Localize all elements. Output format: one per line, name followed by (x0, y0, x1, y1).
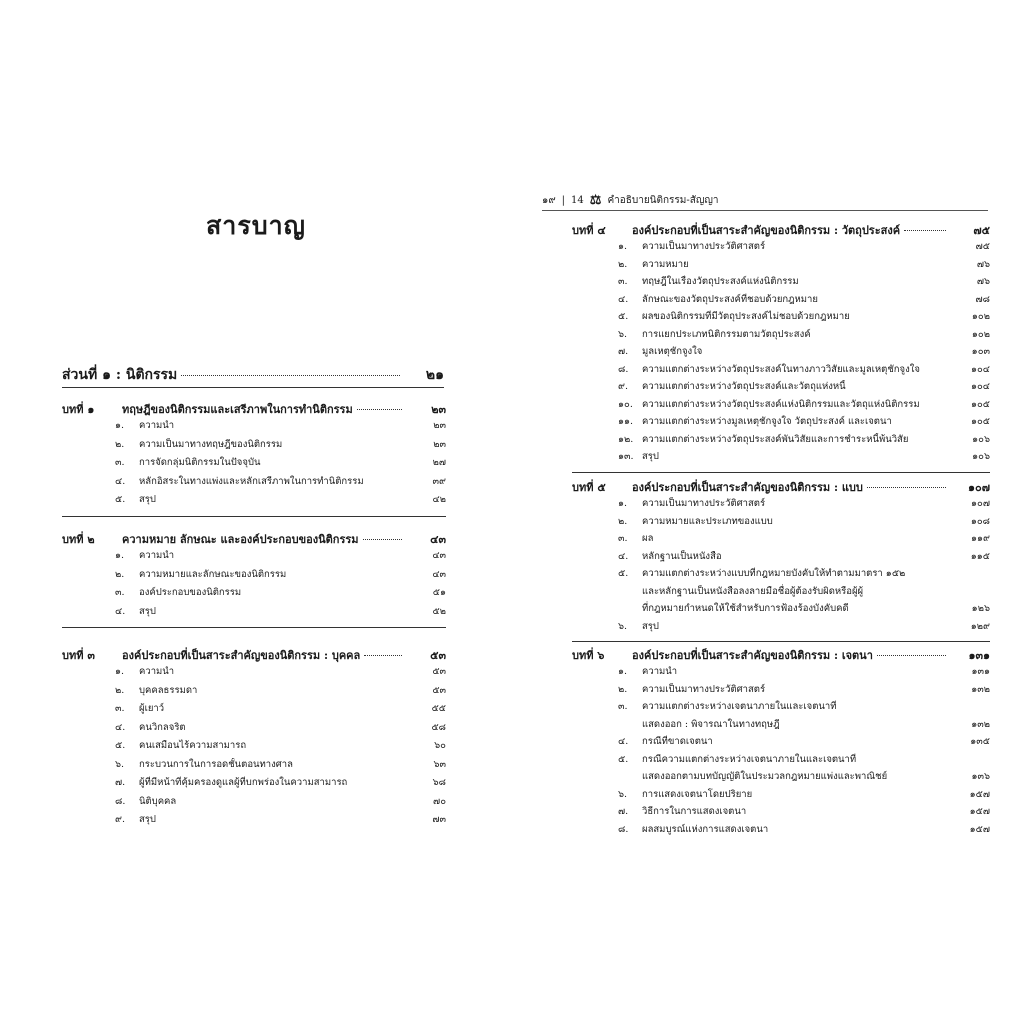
toc-entry (115, 605, 446, 619)
toc-entry (618, 788, 990, 802)
entry-text: ผลของนิติกรรมที่มีวัตถุประสงค์ไม่ชอบด้วยกฎหมาย (642, 311, 850, 322)
entry-number: ๗. (618, 806, 629, 817)
entry-page: ๒๓ (433, 420, 446, 431)
entry-text: การจัดกลุ่มนิติกรรมในปัจจุบัน (139, 457, 261, 468)
entry-text: หลักอิสระในทางแพ่งและหลักเสรีภาพในการทำนิติกรรม (139, 475, 364, 487)
entry-page: ๒๗ (432, 457, 446, 468)
entry-text: ลักษณะของวัตถุประสงค์ที่ชอบด้วยกฎหมาย (642, 293, 818, 305)
entry-page: ๑๐๖ (972, 433, 990, 445)
chapter-heading (572, 646, 990, 664)
toc-entry (618, 380, 990, 394)
toc-entry (115, 475, 446, 489)
toc-entry (618, 515, 990, 529)
entry-number: ๔. (115, 721, 126, 733)
toc-entry (618, 293, 990, 307)
entry-page: ๑๕๗ (969, 806, 990, 817)
entry-number: ๖. (618, 788, 628, 800)
chapter-page: ๔๓ (430, 533, 446, 546)
entry-text: สรุป (139, 814, 156, 825)
toc-entry (618, 240, 990, 254)
entry-number: ๓. (115, 587, 125, 598)
toc-entry (618, 567, 990, 581)
chapter-heading (62, 530, 446, 548)
toc-entry (618, 415, 990, 429)
entry-page: ๑๑๙ (970, 533, 990, 544)
leader-dots (364, 655, 402, 656)
chapter-title: องค์ประกอบที่เป็นสาระสำคัญของนิติกรรม : เจตนา (632, 649, 873, 662)
entry-number: ๓. (115, 703, 125, 714)
chapter-title: องค์ประกอบที่เป็นสาระสำคัญของนิติกรรม : แบบ (632, 481, 863, 494)
entry-text: การแสดงเจตนาโดยปริยาย (642, 788, 753, 800)
toc-entry (618, 275, 990, 289)
entry-text: วิธีการในการแสดงเจตนา (642, 806, 747, 817)
entry-page: ๔๒ (432, 494, 446, 505)
entry-number: ๕. (618, 311, 629, 322)
toc-entry (618, 450, 990, 464)
entry-text: คนเสมือนไร้ความสามารถ (139, 740, 247, 751)
leader-dots (877, 655, 946, 656)
entry-text: ผู้ที่มีหน้าที่คุ้มครองดูแลผู้ที่บกพร่องในความสามารถ (139, 777, 348, 788)
entry-number: ๕. (115, 494, 126, 505)
leader-dots (363, 539, 402, 540)
toc-entry (618, 620, 990, 634)
entry-text: ความแตกต่างระหว่างวัตถุประสงค์ในทางภาววิสัยและมูลเหตุชักจูงใจ (642, 363, 920, 375)
toc-entry (115, 493, 446, 507)
entry-page: ๑๓๖ (971, 771, 990, 782)
entry-text: ความเป็นมาทางประวัติศาสตร์ (642, 683, 766, 695)
entry-page: ๑๓๒ (971, 683, 990, 695)
chapter-number: บทที่ ๕ (572, 481, 606, 494)
section-heading (62, 364, 444, 386)
entry-page: ๑๐๕ (970, 398, 990, 410)
toc-entry (115, 665, 446, 679)
entry-number: ๘. (618, 363, 629, 375)
entry-page: ๗๐ (433, 795, 446, 807)
section-page: ๒๑ (425, 367, 444, 383)
entry-number: ๑๒. (618, 433, 634, 445)
entry-page: ๓๙ (432, 475, 446, 487)
entry-page: ๕๒ (432, 605, 446, 617)
entry-text-continued: แสดงออก : พิจารณาในทางทฤษฎี (642, 718, 780, 730)
toc-entry (115, 684, 446, 698)
chapter-number: บทที่ ๒ (62, 533, 95, 546)
entry-text-continued: แสดงออกตามบทบัญญัติในประมวลกฎหมายแพ่งและพาณิชย์ (642, 771, 888, 782)
entry-text: ความแตกต่างระหว่างมูลเหตุชักจูงใจ วัตถุประสงค์ และเจตนา (642, 416, 892, 427)
chapter-heading (572, 478, 990, 496)
entry-number: ๑๓. (618, 451, 634, 462)
toc-entry (115, 721, 446, 735)
entry-number: ๓. (115, 457, 125, 468)
right-page (512, 0, 1024, 1024)
toc-entry (618, 823, 990, 837)
leader-dots (357, 409, 402, 410)
toc-entry (618, 735, 990, 749)
chapter-page: ๕๓ (430, 649, 446, 662)
toc-entry (618, 700, 990, 714)
entry-text: บุคคลธรรมดา (139, 684, 198, 696)
chapter-heading (62, 400, 446, 418)
chapter-number: บทที่ ๑ (62, 403, 95, 416)
toc-entry (115, 438, 446, 452)
toc-entry (618, 398, 990, 412)
entry-text: ความเป็นมาทางทฤษฎีของนิติกรรม (139, 438, 283, 450)
toc-entry (115, 795, 446, 809)
entry-text: กรณีความแตกต่างระหว่างเจตนาภายในและเจตนาที่ (642, 753, 857, 765)
entry-number: ๒. (618, 258, 628, 270)
entry-text-continued: และหลักฐานเป็นหนังสือลงลายมือชื่อผู้ต้องรับผิดหรือผู้ผู้ (642, 585, 864, 597)
chapter-heading (572, 221, 990, 239)
toc-entry (618, 433, 990, 447)
entry-page: ๑๐๒ (971, 311, 990, 322)
entry-number: ๑. (115, 420, 125, 431)
entry-number: ๗. (618, 346, 629, 357)
entry-text: มูลเหตุชักจูงใจ (642, 346, 703, 357)
entry-page: ๔๓ (432, 568, 446, 580)
folio-number: ๑๙ (542, 195, 556, 206)
entry-number: ๒. (618, 515, 628, 527)
toc-entry (618, 497, 990, 511)
entry-number: ๙. (618, 381, 628, 392)
entry-number: ๓. (618, 276, 628, 287)
entry-number: ๙. (115, 814, 125, 825)
chapter-page: ๒๓ (431, 403, 446, 416)
entry-text: ความนำ (642, 666, 678, 677)
entry-number: ๘. (115, 795, 126, 807)
entry-number: ๔. (618, 550, 629, 562)
chapter-title: องค์ประกอบที่เป็นสาระสำคัญของนิติกรรม : วัตถุประสงค์ (632, 224, 901, 237)
entry-page: ๗๘ (975, 293, 990, 305)
entry-page: ๑๓๒ (971, 718, 990, 730)
entry-text: กรณีที่ขาดเจตนา (642, 736, 713, 747)
toc-entry (618, 258, 990, 272)
toc-entry (115, 456, 446, 470)
toc-entry (115, 568, 446, 582)
chapter-page: ๗๕ (973, 224, 990, 237)
entry-number: ๑. (618, 498, 628, 509)
entry-page: ๕๕ (431, 703, 446, 714)
leader-dots (181, 375, 400, 376)
entry-page: ๑๓๑ (971, 666, 990, 677)
header-separator: | (561, 195, 566, 206)
entry-text: ความแตกต่างระหว่างวัตถุประสงค์แห่งนิติกรรมและวัตถุแห่งนิติกรรม (642, 398, 920, 410)
entry-page: ๑๐๘ (970, 515, 990, 527)
entry-number: ๔. (115, 475, 126, 487)
entry-number: ๖. (618, 328, 628, 340)
entry-number: ๓. (618, 701, 628, 712)
entry-page: ๕๓ (432, 666, 446, 677)
entry-number: ๖. (618, 620, 628, 632)
entry-text: ความแตกต่างระหว่างแบบที่กฎหมายบังคับให้ทำตามมาตรา ๑๕๒ (642, 568, 906, 579)
entry-page: ๑๕๗ (969, 823, 990, 835)
chapter-number: บทที่ ๔ (572, 224, 606, 237)
chapter-title: องค์ประกอบที่เป็นสาระสำคัญของนิติกรรม : บุคคล (122, 649, 361, 662)
entry-text: การแยกประเภทนิติกรรมตามวัตถุประสงค์ (642, 328, 811, 340)
entry-number: ๒. (115, 438, 125, 450)
entry-number: ๔. (115, 605, 126, 617)
section-label: ส่วนที่ ๑ : นิติกรรม (62, 367, 178, 383)
running-header (542, 193, 988, 211)
scales-of-justice-icon: ⚖ (589, 193, 602, 208)
entry-text: ความนำ (139, 666, 175, 677)
toc-entry (115, 586, 446, 600)
chapter-number: บทที่ ๖ (572, 649, 605, 662)
entry-text: ความหมายและประเภทของแบบ (642, 515, 773, 527)
entry-page: ๑๐๖ (972, 451, 990, 462)
entry-number: ๑. (115, 550, 125, 561)
entry-text: ผลสมบูรณ์แห่งการแสดงเจตนา (642, 823, 769, 835)
entry-text: คนวิกลจริต (139, 721, 186, 733)
entry-page: ๑๕๗ (969, 788, 990, 800)
toc-entry (115, 813, 446, 827)
entry-text: ความหมาย (642, 258, 689, 270)
entry-page: ๑๐๗ (971, 498, 990, 509)
toc-entry (115, 739, 446, 753)
entry-number: ๔. (618, 293, 629, 305)
entry-number: ๑๐. (618, 398, 633, 410)
toc-entry (115, 549, 446, 563)
toc-entry (618, 753, 990, 767)
entry-text: หลักฐานเป็นหนังสือ (642, 550, 722, 562)
entry-text: สรุป (642, 620, 659, 632)
entry-page: ๗๕ (975, 241, 990, 252)
entry-number: ๔. (618, 736, 629, 747)
toc-entry (618, 550, 990, 564)
entry-text: ความนำ (139, 420, 175, 431)
entry-text: กระบวนการในการอดชั้นตอนทางศาล (139, 758, 293, 770)
entry-page: ๔๓ (432, 550, 446, 561)
chapter-title: ทฤษฎีของนิติกรรมและเสรีภาพในการทำนิติกรรม (122, 403, 353, 416)
book-title: คำอธิบายนิติกรรม-สัญญา (607, 195, 719, 206)
chapter-title: ความหมาย ลักษณะ และองค์ประกอบของนิติกรรม (122, 533, 359, 546)
entry-text: ความเป็นมาทางประวัติศาสตร์ (642, 241, 766, 252)
entry-number: ๒. (618, 683, 628, 695)
leader-dots (904, 230, 946, 231)
entry-page: ๑๐๕ (970, 416, 990, 427)
entry-number: ๓. (618, 533, 628, 544)
entry-text: องค์ประกอบของนิติกรรม (139, 587, 242, 598)
chapter-heading (62, 646, 446, 664)
page-number: 14 (571, 195, 584, 206)
entry-text: สรุป (139, 494, 156, 505)
entry-text: ทฤษฎีในเรื่องวัตถุประสงค์แห่งนิติกรรม (642, 276, 799, 287)
entry-text: ผู้เยาว์ (139, 703, 165, 714)
entry-page: ๑๐๒ (971, 328, 990, 340)
toc-entry (115, 776, 446, 790)
toc-entry (618, 310, 990, 324)
entry-number: ๕. (115, 740, 126, 751)
entry-text: ความแตกต่างระหว่างวัตถุประสงค์พันวิสัยและการชำระหนี้พ้นวิสัย (642, 433, 909, 445)
entry-text: ความเป็นมาทางประวัติศาสตร์ (642, 498, 766, 509)
toc-entry (115, 419, 446, 433)
entry-text: นิติบุคคล (139, 795, 177, 807)
entry-page: ๖๐ (434, 740, 446, 751)
entry-number: ๗. (115, 777, 126, 788)
toc-entry (618, 363, 990, 377)
entry-page: ๑๐๔ (970, 363, 990, 375)
entry-page: ๖๓ (433, 758, 446, 770)
entry-number: ๒. (115, 568, 125, 580)
entry-page: ๗๓ (432, 814, 446, 825)
entry-page: ๑๓๕ (970, 736, 990, 747)
entry-text-continued: ที่กฎหมายกำหนดให้ใช้สำหรับการฟ้องร้องบังคับคดี (642, 603, 849, 614)
entry-number: ๒. (115, 684, 125, 696)
toc-entry (618, 345, 990, 359)
toc-entry (618, 665, 990, 679)
chapter-rule (62, 627, 446, 628)
entry-page: ๑๐๓ (971, 346, 990, 357)
entry-number: ๕. (618, 568, 629, 579)
entry-text: ความนำ (139, 550, 175, 561)
chapter-rule (572, 641, 990, 642)
entry-page: ๕๑ (432, 587, 446, 598)
entry-text: ความหมายและลักษณะของนิติกรรม (139, 568, 287, 580)
toc-entry (618, 805, 990, 819)
entry-number: ๑๑. (618, 416, 634, 427)
leader-dots (867, 487, 946, 488)
entry-page: ๒๓ (433, 438, 446, 450)
chapter-page: ๑๓๑ (968, 649, 990, 662)
chapter-page: ๑๐๗ (968, 481, 990, 494)
entry-text: ความแตกต่างระหว่างเจตนาภายในและเจตนาที่ (642, 701, 837, 712)
entry-text: ความแตกต่างระหว่างวัตถุประสงค์และวัตถุแห่งหนี้ (642, 381, 846, 392)
entry-page: ๑๒๙ (970, 620, 990, 632)
entry-page: ๗๖ (976, 276, 990, 287)
entry-page: ๖๘ (432, 777, 446, 788)
chapter-rule (62, 516, 446, 517)
toc-entry (618, 532, 990, 546)
section-rule (62, 387, 444, 388)
entry-number: ๑. (115, 666, 125, 677)
chapter-rule (572, 472, 990, 473)
entry-page: ๕๓ (432, 684, 446, 696)
entry-page: ๑๒๖ (971, 603, 990, 614)
entry-text: สรุป (139, 605, 156, 617)
chapter-number: บทที่ ๓ (62, 649, 95, 662)
entry-page: ๑๑๕ (970, 550, 990, 562)
toc-entry (115, 758, 446, 772)
entry-text: สรุป (642, 451, 659, 462)
entry-number: ๕. (618, 753, 629, 765)
toc-entry (115, 702, 446, 716)
entry-number: ๖. (115, 758, 125, 770)
entry-page: ๗๖ (976, 258, 990, 270)
entry-number: ๑. (618, 666, 628, 677)
entry-number: ๘. (618, 823, 629, 835)
entry-page: ๕๘ (431, 721, 446, 733)
toc-entry (618, 328, 990, 342)
entry-page: ๑๐๔ (970, 381, 990, 392)
entry-text: ผล (642, 533, 654, 544)
entry-number: ๑. (618, 241, 628, 252)
toc-entry (618, 683, 990, 697)
page-title: สารบาญ (206, 211, 306, 240)
